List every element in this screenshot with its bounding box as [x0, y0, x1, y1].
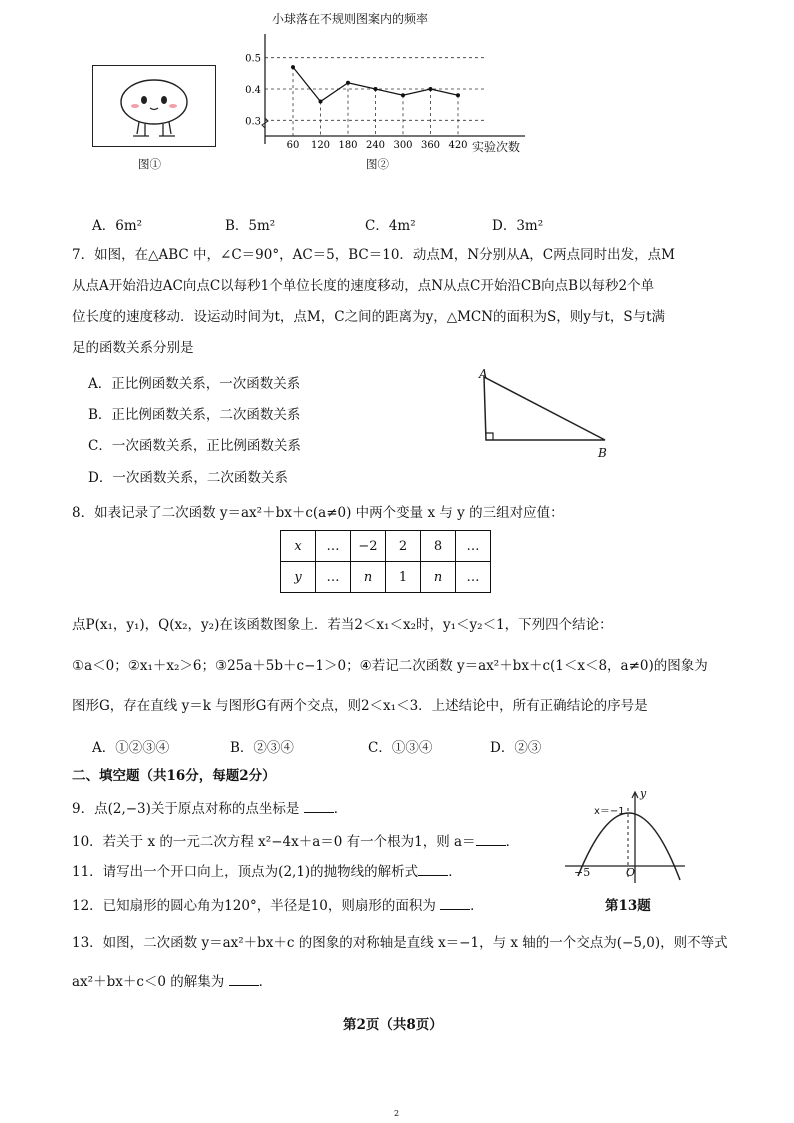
table-cell: y [281, 562, 316, 593]
q10-answer-blank[interactable] [476, 833, 506, 846]
chart-x-tick-label: 240 [365, 140, 386, 151]
figure-1 [92, 65, 216, 147]
q8-intro: 8．如表记录了二次函数 y＝ax²＋bx＋c(a≠0) 中两个变量 x 与 y 的三组对应值： [72, 505, 564, 521]
q13-line-2-label: ax²＋bx＋c＜0 的解集为 [72, 974, 225, 990]
chart-data-point [456, 93, 460, 97]
q13-minus5-label: −5 [574, 866, 591, 879]
table-cell: 1 [386, 562, 421, 593]
chart-x-axis-label: 实验次数 [472, 140, 521, 154]
q7-line-4: 足的函数关系分别是 [72, 340, 194, 356]
section-2-title: 二、填空题（共16分，每题2分） [72, 768, 276, 784]
q8-option-a: A．①②③④ [92, 740, 170, 756]
chart-data-point [319, 100, 323, 104]
q13-line-1: 13．如图，二次函数 y＝ax²＋bx＋c 的图象的对称轴是直线 x＝−1，与 x 轴的一个交点为(−5,0)，则不等式 [72, 935, 728, 951]
chart-data-point [374, 87, 378, 91]
q10-text: 10．若关于 x 的一元二次方程 x²−4x＋a＝0 有一个根为1，则 a＝ ． [72, 834, 520, 850]
chart-x-tick-label: 180 [338, 140, 358, 151]
q13-axis-label: x＝−1 [594, 806, 625, 817]
q13-answer-blank[interactable] [229, 973, 259, 986]
chart-data-point [291, 65, 295, 69]
q8-option-d: D．②③ [490, 740, 542, 756]
q6-option-a: A．6m² [92, 218, 143, 234]
q11-text: 11．请写出一个开口向上，顶点为(2,1)的抛物线的解析式 ． [72, 864, 462, 880]
chart-x-tick-label: 300 [393, 140, 413, 151]
q8-option-b: B．②③④ [230, 740, 294, 756]
chart-x-tick-label: 60 [286, 140, 300, 151]
chart-data-point [346, 81, 350, 85]
page-footer: 第2页（共8页） [343, 1017, 443, 1033]
chart-data-point [429, 87, 433, 91]
q6-option-c: C．4m² [365, 218, 416, 234]
q7-option-c: C．一次函数关系，正比例函数关系 [88, 438, 301, 454]
page-number-small: 2 [394, 1109, 400, 1118]
chart-x-tick-label: 120 [310, 140, 331, 151]
table-cell: −2 [351, 531, 386, 562]
q9-text: 9．点(2,−3)关于原点对称的点坐标是 ． [72, 801, 348, 817]
figure-1-caption: 图① [138, 157, 161, 171]
q12-text: 12．已知扇形的圆心角为120°，半径是10，则扇形的面积为 ． [72, 898, 484, 914]
q12-label: 12．已知扇形的圆心角为120°，半径是10，则扇形的面积为 [72, 898, 436, 914]
table-cell: x [281, 531, 316, 562]
chart-x-tick-label: 420 [448, 140, 468, 151]
q11-answer-blank[interactable] [418, 863, 448, 876]
chart-x-tick-label: 360 [420, 140, 441, 151]
table-cell: … [316, 562, 351, 593]
q12-answer-blank[interactable] [440, 897, 470, 910]
q6-option-d: D．3m² [492, 218, 544, 234]
table-cell: … [456, 531, 491, 562]
q10-label: 10．若关于 x 的一元二次方程 x²−4x＋a＝0 有一个根为1，则 a＝ [72, 834, 476, 850]
q7-option-a: A．正比例函数关系，一次函数关系 [88, 376, 301, 392]
q13-origin-label: O [626, 866, 636, 879]
chart-y-tick-label: 0.3 [245, 116, 261, 128]
q7-option-b: B．正比例函数关系，二次函数关系 [88, 407, 301, 423]
q8-values-table [280, 530, 491, 593]
chart-y-tick-label: 0.5 [245, 53, 261, 65]
q7-line-3: 位长度的速度移动．设运动时间为t，点M，C之间的距离为y，△MCN的面积为S，则y与t，S与t满 [72, 309, 666, 325]
q7-option-d: D．一次函数关系，二次函数关系 [88, 470, 288, 486]
table-cell: n [351, 562, 386, 593]
table-cell: n [421, 562, 456, 593]
cartoon-mascot-icon [93, 66, 215, 146]
q8-line-2: ①a＜0；②x₁＋x₂＞6；③25a＋5b＋c−1＞0；④若记二次函数 y＝ax²＋bx＋c(1＜x＜8，a≠0)的图象为 [72, 658, 708, 674]
q11-label: 11．请写出一个开口向上，顶点为(2,1)的抛物线的解析式 [72, 864, 419, 880]
q8-option-c: C．①③④ [368, 740, 433, 756]
table-cell: 8 [421, 531, 456, 562]
figure-2-caption: 图② [366, 157, 389, 171]
table-cell: … [456, 562, 491, 593]
q8-line-1: 点P(x₁，y₁)，Q(x₂，y₂)在该函数图象上．若当2＜x₁＜x₂时，y₁＜y₂＜1，下列四个结论： [72, 617, 613, 633]
q13-figure-caption: 第13题 [605, 898, 651, 914]
chart-y-tick-label: 0.4 [245, 85, 261, 96]
chart-data-point [401, 93, 405, 97]
q7-line-2: 从点A开始沿边AC向点C以每秒1个单位长度的速度移动，点N从点C开始沿CB向点B以每秒2个单 [72, 278, 655, 294]
q6-option-b: B．5m² [225, 218, 276, 234]
table-row [281, 562, 491, 593]
table-row [281, 531, 491, 562]
q13-y-label: y [640, 787, 647, 800]
q7-line-1: 7．如图，在△ABC 中，∠C＝90°，AC＝5，BC＝10．动点M，N分别从A，C两点同时出发，点M [72, 247, 675, 263]
q7-label-b: B [598, 446, 607, 460]
q7-label-a: A [479, 367, 488, 381]
table-cell: … [316, 531, 351, 562]
q9-label: 9．点(2,−3)关于原点对称的点坐标是 [72, 801, 300, 817]
q13-line-2: ax²＋bx＋c＜0 的解集为 ． [72, 974, 273, 990]
table-cell: 2 [386, 531, 421, 562]
q8-line-3: 图形G，存在直线 y＝k 与图形G有两个交点，则2＜x₁＜3．上述结论中，所有正确结论的序号是 [72, 698, 648, 714]
q9-answer-blank[interactable] [304, 800, 334, 813]
chart-title: 小球落在不规则图案内的频率 [272, 12, 429, 26]
